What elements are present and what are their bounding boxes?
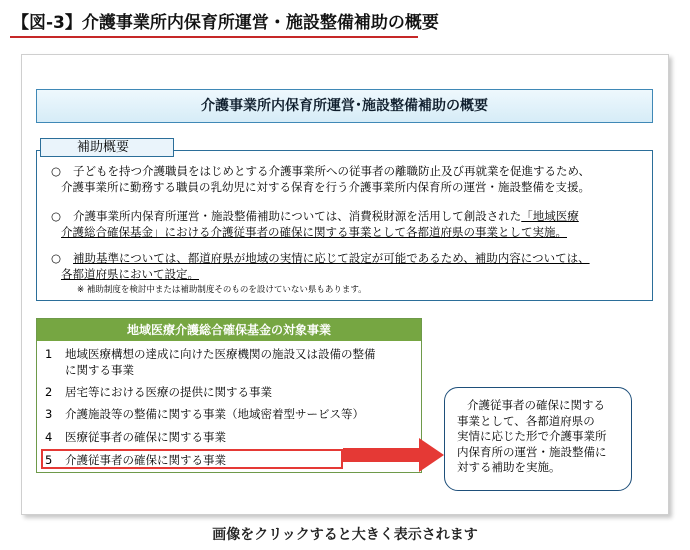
- item-text: 介護従事者の確保に関する事業: [65, 453, 226, 467]
- callout-bubble: [444, 387, 632, 491]
- callout-line: 内保育所の運営・施設整備に: [457, 444, 607, 459]
- callout-line: 介護従事者の確保に関する: [467, 398, 605, 412]
- list-item: [45, 406, 364, 422]
- item-number: 3: [45, 407, 53, 421]
- slide-image[interactable]: [21, 54, 669, 515]
- item-text: 介護施設等の整備に関する事業（地域密着型サービス等）: [65, 407, 364, 421]
- subsidy-overview-box: [36, 150, 653, 301]
- paragraph-line: 介護事業所に勤務する職員の乳幼児に対する保育を行う介護事業所内保育所の運営・施設整備を支援。: [61, 180, 590, 194]
- list-item: [45, 384, 272, 400]
- item-text: 居宅等における医療の提供に関する事業: [65, 385, 272, 399]
- circle-bullet-icon: ○: [51, 164, 62, 178]
- paragraph-purpose: [51, 163, 646, 195]
- callout-line: 実情に応じた形で介護事業所: [457, 429, 607, 443]
- item-text: 地域医療構想の達成に向けた医療機関の施設又は設備の整備: [65, 347, 376, 361]
- item-text: に関する事業: [65, 363, 134, 377]
- arrow-right-icon: [343, 437, 445, 473]
- item-number: 5: [45, 453, 53, 467]
- footnote: ※ 補助制度を検討中または補助制度そのものを設けていない県もあります。: [77, 285, 367, 295]
- fund-list-header: 地域医療介護総合確保基金の対象事業: [37, 319, 421, 341]
- underlined-text: 「地域医療: [521, 209, 579, 223]
- item-number: 4: [45, 430, 53, 444]
- list-item: [45, 346, 376, 378]
- list-item-highlighted: [45, 452, 226, 468]
- callout-line: 対する補助を実施。: [457, 460, 561, 474]
- item-number: 2: [45, 385, 53, 399]
- slide-title: 介護事業所内保育所運営･施設整備補助の概要: [36, 89, 653, 123]
- paragraph-line: 子どもを持つ介護職員をはじめとする介護事業所への従事者の離職防止及び再就業を促進するため、: [73, 164, 591, 178]
- enlarge-caption-link[interactable]: 画像をクリックすると大きく表示されます: [212, 527, 478, 543]
- title-underline: [10, 36, 418, 38]
- circle-bullet-icon: ○: [51, 209, 62, 223]
- item-text: 医療従事者の確保に関する事業: [65, 430, 226, 444]
- section-label-tab: 補助概要: [40, 138, 174, 157]
- item-number: 1: [45, 347, 53, 361]
- paragraph-standards: [51, 250, 646, 282]
- paragraph-line: 介護事業所内保育所運営・施設整備補助については、消費税財源を活用して創設された: [73, 209, 522, 223]
- callout-line: 事業として、各都道府県の: [457, 413, 595, 428]
- underlined-text: 各都道府県において設定。: [61, 267, 199, 281]
- underlined-text: 補助基準については、都道府県が地域の実情に応じて設定が可能であるため、補助内容については、: [73, 251, 590, 265]
- paragraph-funding: [51, 208, 646, 240]
- circle-bullet-icon: ○: [51, 251, 62, 265]
- list-item: [45, 429, 226, 445]
- figure-title: 【図-3】介護事業所内保育所運営・施設整備補助の概要: [12, 13, 439, 33]
- underlined-text: 介護総合確保基金」における介護従事者の確保に関する事業として各都道府県の事業として実施。: [61, 225, 567, 239]
